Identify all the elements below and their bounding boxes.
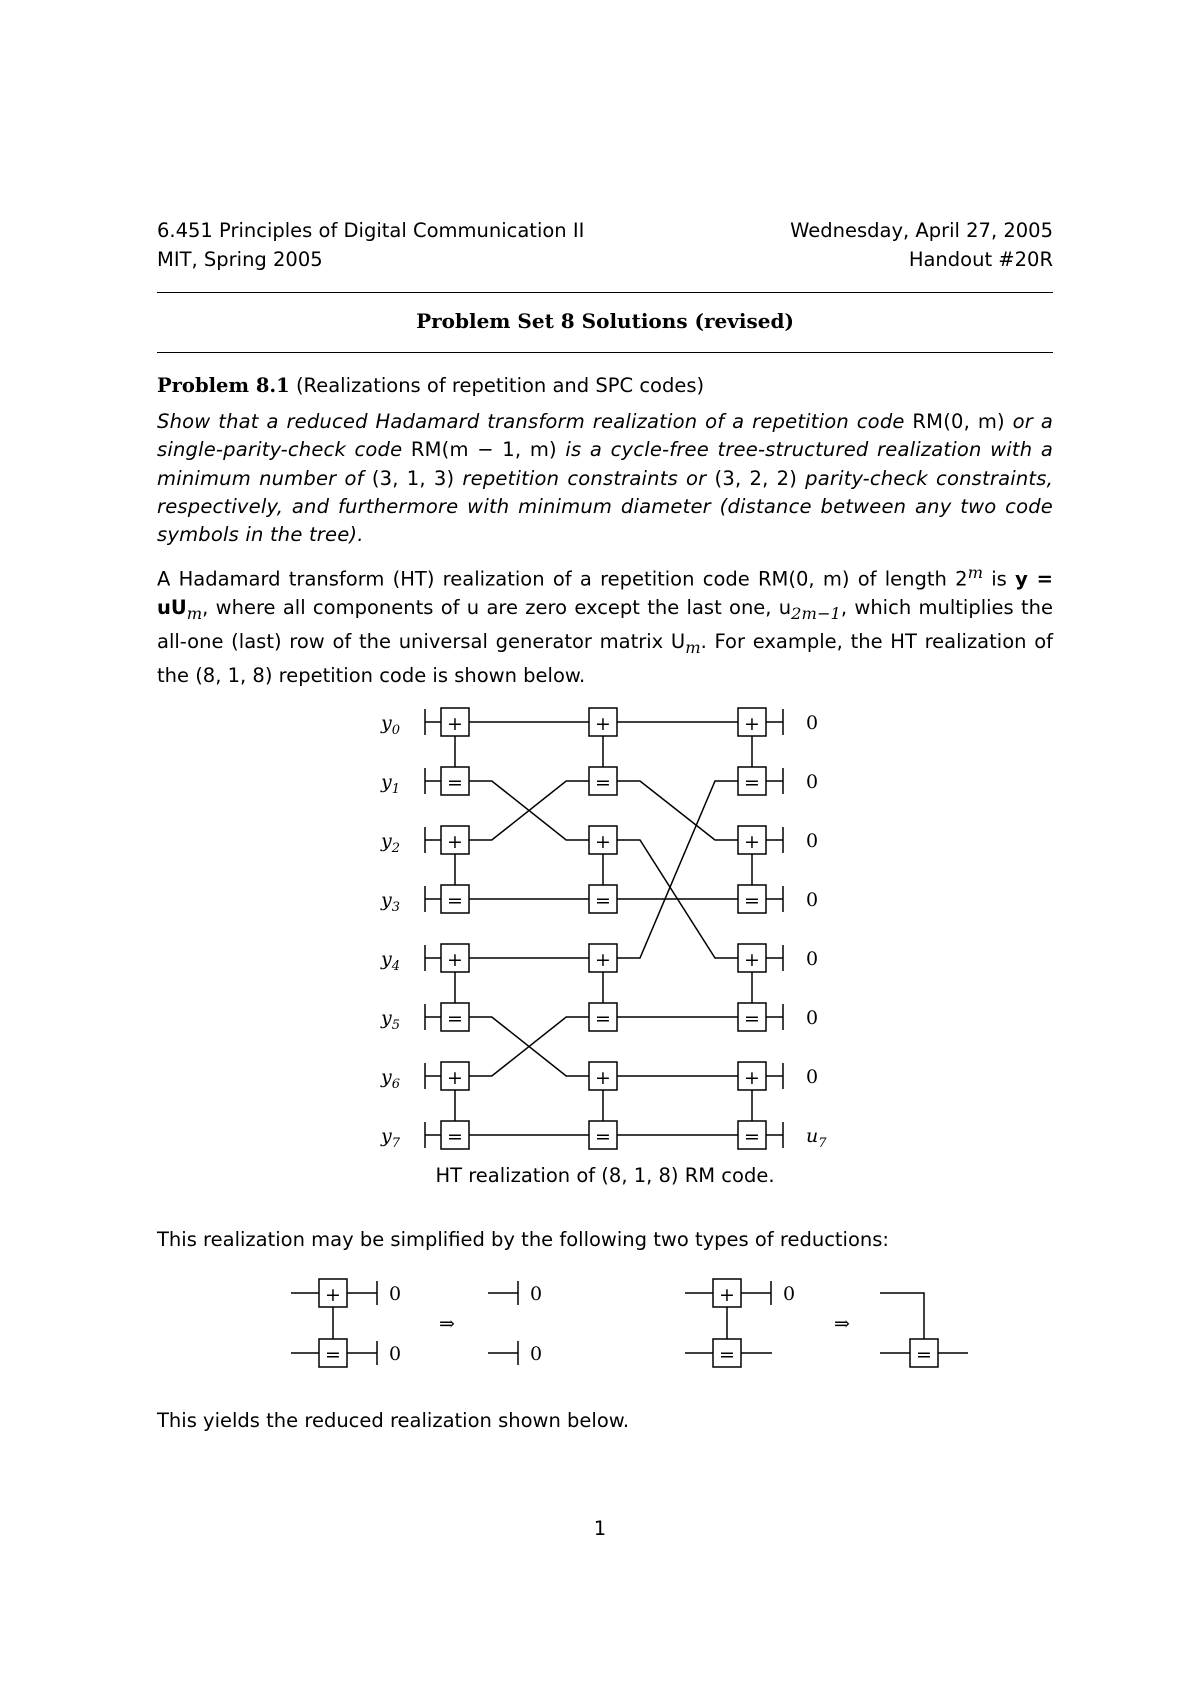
equal-symbol: = xyxy=(744,772,760,794)
equal-symbol: = xyxy=(744,1126,760,1148)
equal-symbol: = xyxy=(595,890,611,912)
plus-symbol: + xyxy=(447,713,463,735)
equal-symbol: = xyxy=(447,890,463,912)
ht-realization-diagram xyxy=(380,708,827,1151)
output-label: 0 xyxy=(806,1066,819,1088)
plus-symbol: + xyxy=(447,949,463,971)
zero-label: 0 xyxy=(530,1283,543,1305)
equal-symbol: = xyxy=(744,1008,760,1030)
plus-symbol: + xyxy=(744,713,760,735)
output-label: 0 xyxy=(806,712,819,734)
zero-label: 0 xyxy=(530,1343,543,1365)
wire xyxy=(617,781,738,840)
output-label: 0 xyxy=(806,1007,819,1029)
equal-symbol: = xyxy=(595,1008,611,1030)
plus-symbol: + xyxy=(595,831,611,853)
input-label: $y_1$ xyxy=(381,771,401,797)
wire xyxy=(469,781,589,840)
diagram-caption: HT realization of (8, 1, 8) RM code. xyxy=(435,1164,775,1187)
input-label: $y_6$ xyxy=(381,1066,401,1092)
equal-symbol: = xyxy=(447,1126,463,1148)
plus-symbol: + xyxy=(744,831,760,853)
plus-symbol: + xyxy=(744,949,760,971)
plus-symbol: + xyxy=(447,1067,463,1089)
problem-label: Problem 8.1 xyxy=(157,374,290,397)
handout-date: Wednesday, April 27, 2005 xyxy=(790,219,1053,242)
institution: MIT, Spring 2005 xyxy=(157,248,323,271)
output-label: 0 xyxy=(806,771,819,793)
reduction-intro: This realization may be simplified by the following two types of reductions: xyxy=(157,1228,889,1251)
reduction-diagrams xyxy=(291,1279,968,1367)
problem-topic: (Realizations of repetition and SPC codes) xyxy=(295,374,705,397)
plus-symbol: + xyxy=(595,949,611,971)
equal-symbol: = xyxy=(916,1344,932,1366)
equal-symbol: = xyxy=(719,1344,735,1366)
output-label: 0 xyxy=(806,830,819,852)
input-label: $y_3$ xyxy=(381,889,401,915)
page-number: 1 xyxy=(593,1517,607,1540)
plus-symbol: + xyxy=(325,1284,341,1306)
wire xyxy=(469,1017,589,1076)
reduction-arrow: ⇒ xyxy=(439,1313,455,1335)
plus-symbol: + xyxy=(595,713,611,735)
page-title: Problem Set 8 Solutions (revised) xyxy=(416,309,794,333)
input-label: $y_2$ xyxy=(381,830,401,856)
output-label: $u_7$ xyxy=(806,1125,827,1151)
plus-symbol: + xyxy=(719,1284,735,1306)
handout-number: Handout #20R xyxy=(908,248,1053,271)
input-label: $y_4$ xyxy=(381,948,401,974)
plus-symbol: + xyxy=(744,1067,760,1089)
equal-symbol: = xyxy=(595,772,611,794)
equal-symbol: = xyxy=(744,890,760,912)
equal-symbol: = xyxy=(325,1344,341,1366)
zero-label: 0 xyxy=(389,1343,402,1365)
plus-symbol: + xyxy=(595,1067,611,1089)
closing-sentence: This yields the reduced realization shown below. xyxy=(157,1409,630,1432)
zero-label: 0 xyxy=(783,1283,796,1305)
output-label: 0 xyxy=(806,948,819,970)
equal-symbol: = xyxy=(447,772,463,794)
wire xyxy=(880,1293,924,1339)
zero-label: 0 xyxy=(389,1283,402,1305)
problem-statement: Show that a reduced Hadamard transform realization of a repetition code RM(0, m) or a single-parity-check code RM(m − 1, m) is a cycle-free tree-structured realization with a minimum number of (3, 1, 3) repetition constraints or (3, 2, 2) parity-check constraints, respectively, and furthermore with minimum diameter (distance between any two code symbols in the tree). xyxy=(157,410,1054,547)
input-label: $y_5$ xyxy=(381,1007,401,1033)
plus-symbol: + xyxy=(447,831,463,853)
wire xyxy=(617,781,738,958)
equal-symbol: = xyxy=(447,1008,463,1030)
output-label: 0 xyxy=(806,889,819,911)
equal-symbol: = xyxy=(595,1126,611,1148)
course-title: 6.451 Principles of Digital Communication II xyxy=(157,219,585,242)
input-label: $y_0$ xyxy=(381,712,401,738)
input-label: $y_7$ xyxy=(381,1125,401,1151)
body-paragraph: A Hadamard transform (HT) realization of a repetition code RM(0, m) of length 2$^m$ is $y = uU_m$, where all components of u are zero except the last one, $u_{2m-1}$, which multiplies the all-one (last) row of the universal generator matrix $U_m$. For example, the HT realization of the (8, 1, 8) repetition code is shown below. xyxy=(157,563,1053,688)
reduction-arrow: ⇒ xyxy=(834,1313,850,1335)
